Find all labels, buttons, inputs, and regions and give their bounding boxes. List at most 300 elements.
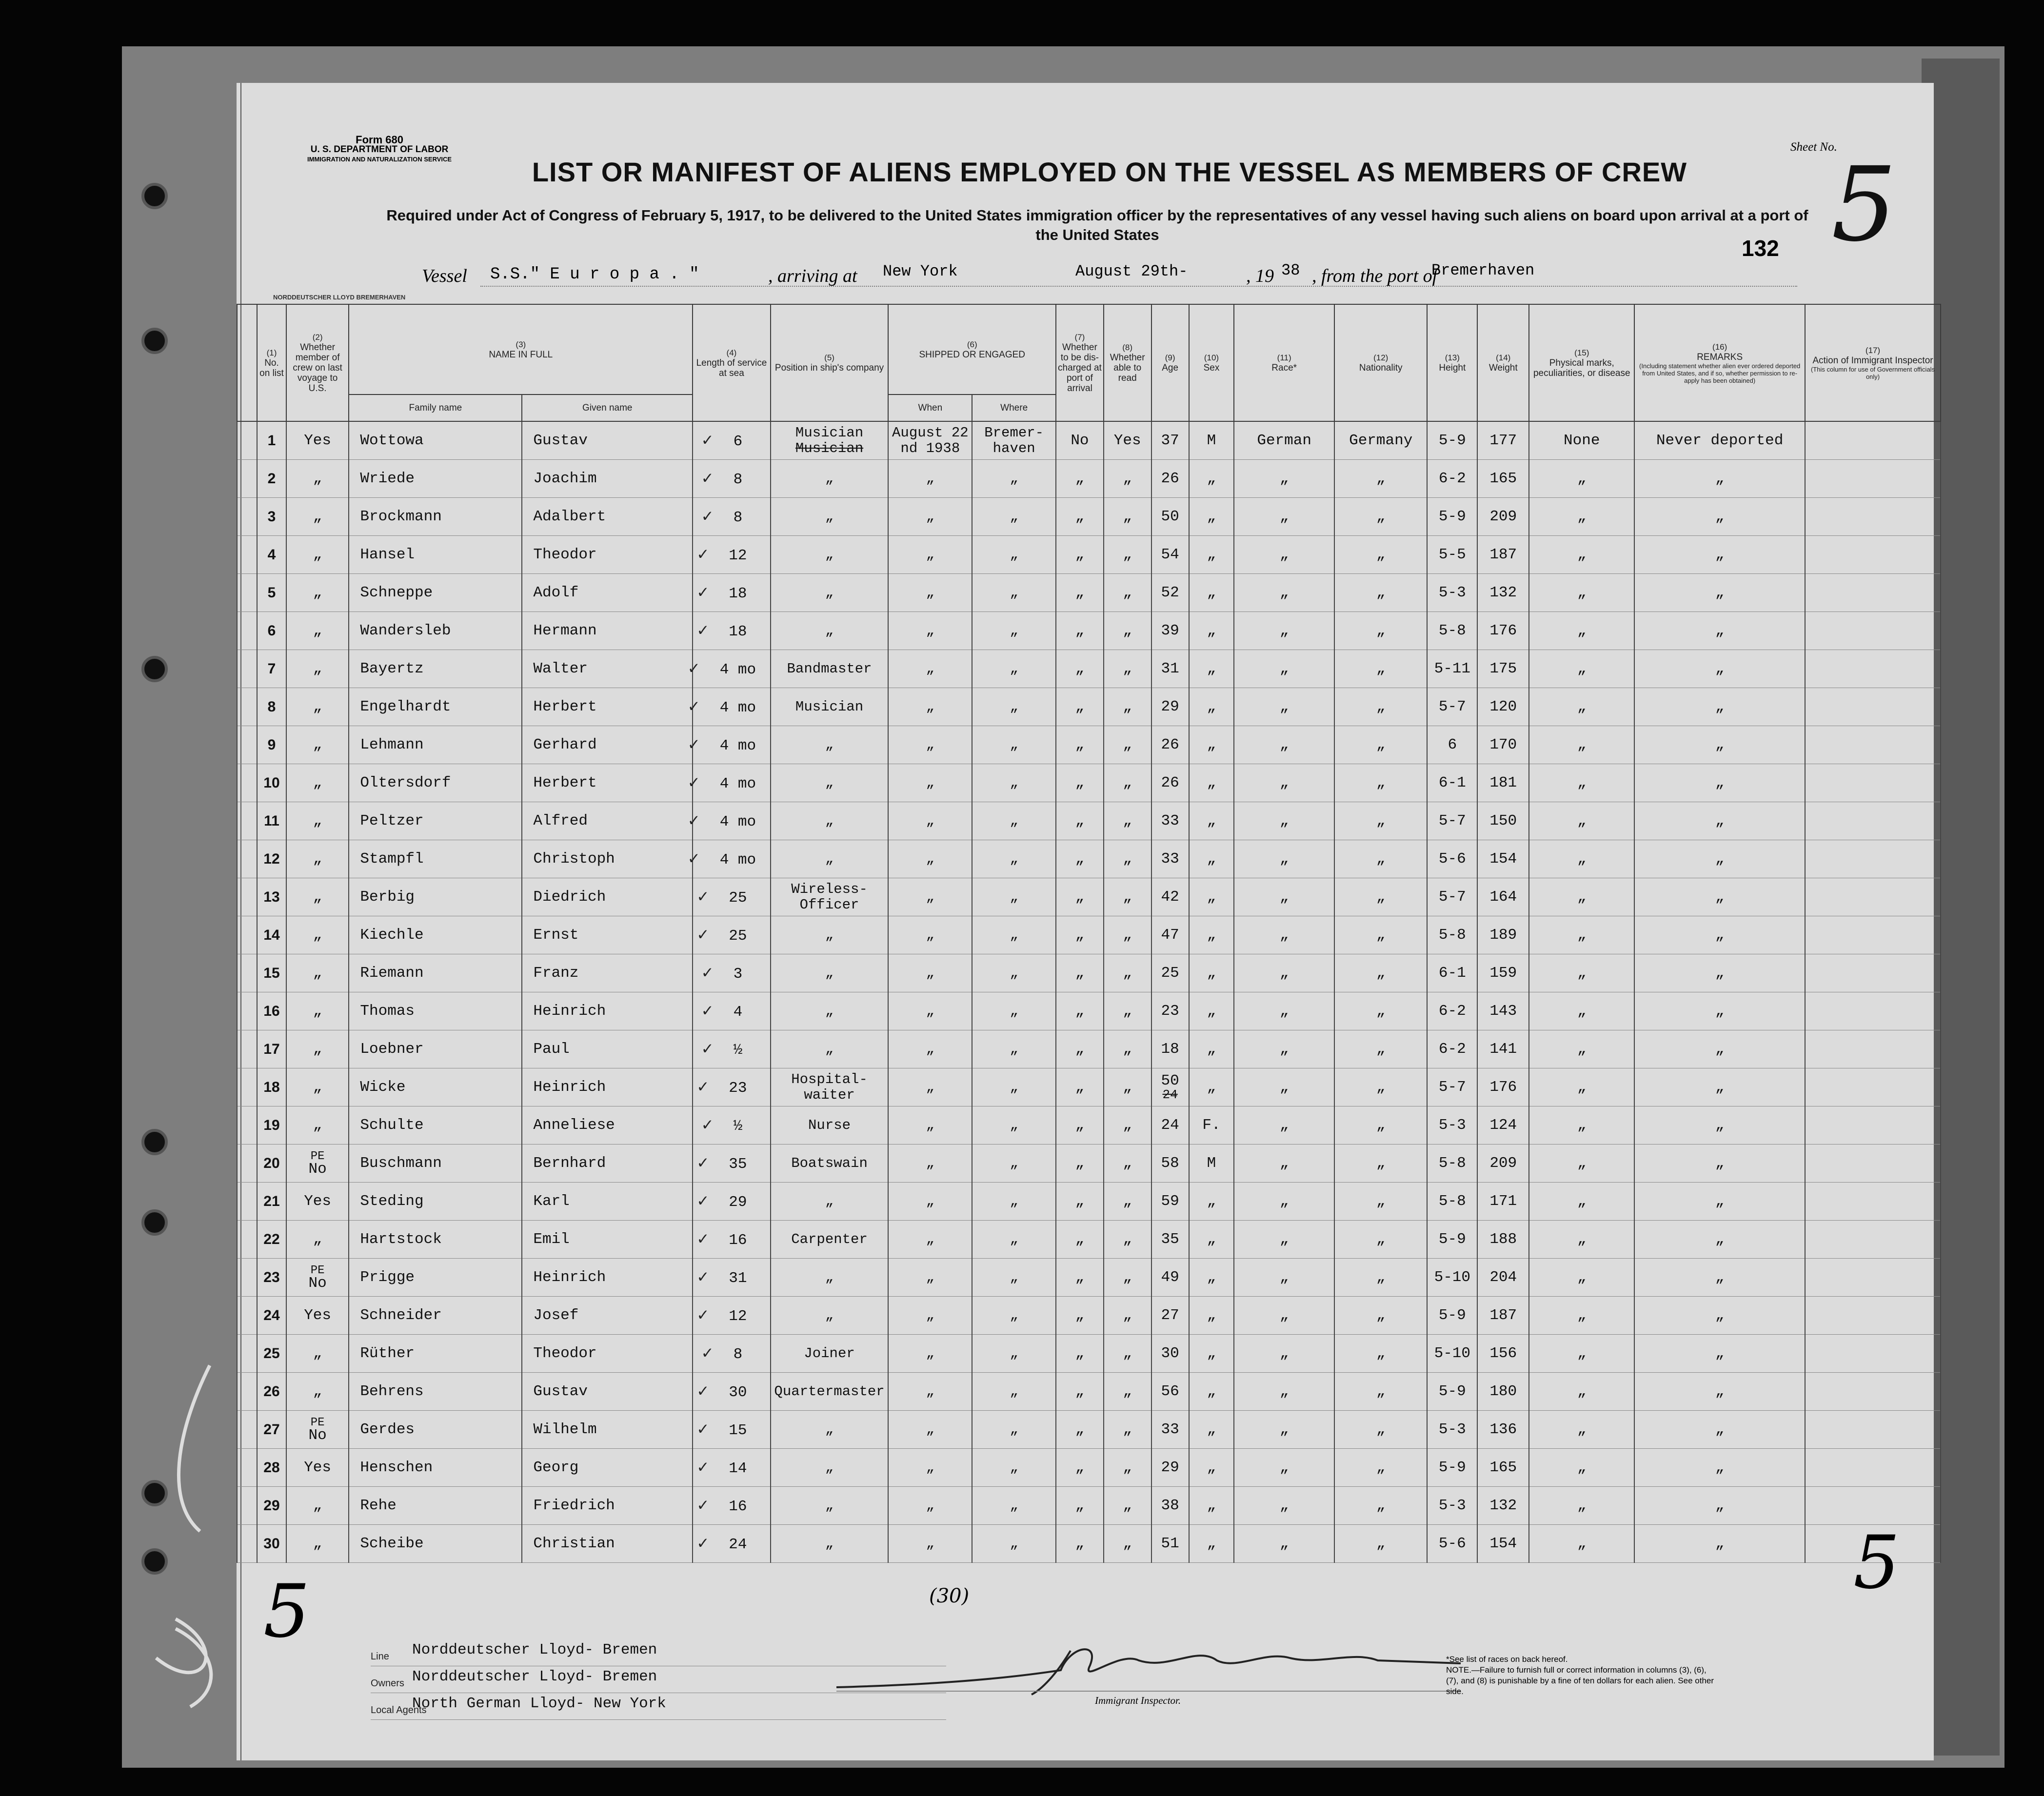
cell-where: „ <box>972 954 1056 992</box>
cell-when: „ <box>888 726 972 764</box>
cell-action <box>1805 992 1941 1030</box>
cell-when: „ <box>888 1106 972 1145</box>
cell-family: Buschmann <box>349 1145 522 1183</box>
cell-weight: 165 <box>1477 1449 1529 1487</box>
col-nationality-header: (12) Nationality <box>1334 304 1427 421</box>
cell-no: 25 <box>257 1335 286 1373</box>
arrival-year: 38 <box>1281 261 1300 279</box>
cell-race: „ <box>1234 992 1334 1030</box>
cell-family: Steding <box>349 1183 522 1221</box>
sheet-mark-left: 5 <box>263 1569 310 1654</box>
cell-action <box>1805 1030 1941 1068</box>
cell-action <box>1805 1449 1941 1487</box>
cell-sex: „ <box>1189 1068 1234 1106</box>
table-row <box>237 916 1941 954</box>
vessel-name: S.S." E u r o p a . " <box>490 265 699 284</box>
cell-discharged: „ <box>1056 536 1104 574</box>
cell-position: Hospital- waiter <box>771 1068 889 1106</box>
cell-remarks: „ <box>1634 954 1805 992</box>
voyage-line <box>237 261 1797 291</box>
cell-margin <box>237 1221 257 1259</box>
cell-margin <box>237 802 257 840</box>
cell-read: „ <box>1104 1297 1151 1335</box>
cell-where: „ <box>972 1449 1056 1487</box>
cell-discharged: „ <box>1056 1449 1104 1487</box>
cell-family: Schulte <box>349 1106 522 1145</box>
cell-where: „ <box>972 1373 1056 1411</box>
page-title: LIST OR MANIFEST OF ALIENS EMPLOYED ON THE VESSEL AS MEMBERS OF CREW <box>532 157 1687 187</box>
cell-read: „ <box>1104 802 1151 840</box>
cell-read: „ <box>1104 726 1151 764</box>
cell-race: „ <box>1234 802 1334 840</box>
cell-physical: „ <box>1529 1373 1634 1411</box>
cell-physical: „ <box>1529 460 1634 498</box>
cell-remarks: Never deported <box>1634 421 1805 460</box>
cell-weight: 136 <box>1477 1411 1529 1449</box>
cell-where: „ <box>972 1183 1056 1221</box>
cell-margin <box>237 1487 257 1525</box>
cell-sex: M <box>1189 1145 1234 1183</box>
cell-position: „ <box>771 954 889 992</box>
cell-where: „ <box>972 1525 1056 1563</box>
cell-nationality: „ <box>1334 1221 1427 1259</box>
cell-age: 18 <box>1151 1030 1189 1068</box>
col-name-header: (3) NAME IN FULL <box>349 304 693 395</box>
cell-position: Musician Musician <box>771 421 889 460</box>
cell-position: „ <box>771 612 889 650</box>
cell-service: ✓ 30 <box>693 1373 770 1411</box>
cell-margin <box>237 1373 257 1411</box>
cell-read: „ <box>1104 954 1151 992</box>
cell-weight: 177 <box>1477 421 1529 460</box>
cell-sex: „ <box>1189 1183 1234 1221</box>
table-row <box>237 1373 1941 1411</box>
cell-margin <box>237 954 257 992</box>
cell-action <box>1805 764 1941 802</box>
cell-member: „ <box>286 460 349 498</box>
cell-age: 38 <box>1151 1487 1189 1525</box>
check-mark-icon: ✓ <box>687 735 700 753</box>
cell-member: „ <box>286 802 349 840</box>
cell-read: „ <box>1104 536 1151 574</box>
cell-where: „ <box>972 536 1056 574</box>
cell-discharged: „ <box>1056 764 1104 802</box>
cell-position: „ <box>771 1487 889 1525</box>
cell-member: „ <box>286 1335 349 1373</box>
cell-action <box>1805 421 1941 460</box>
table-row <box>237 1297 1941 1335</box>
col-age-header: (9) Age <box>1151 304 1189 421</box>
cell-nationality: „ <box>1334 764 1427 802</box>
cell-weight: 176 <box>1477 612 1529 650</box>
cell-race: „ <box>1234 1411 1334 1449</box>
col-position-header: (5) Position in ship's company <box>771 304 889 421</box>
check-mark-icon: ✓ <box>696 583 710 601</box>
table-row <box>237 1335 1941 1373</box>
table-row <box>237 1259 1941 1297</box>
cell-member: „ <box>286 498 349 536</box>
departure-port: Bremerhaven <box>1431 261 1535 279</box>
cell-weight: 120 <box>1477 688 1529 726</box>
cell-age: 23 <box>1151 992 1189 1030</box>
cell-height: 5-8 <box>1427 1145 1477 1183</box>
cell-discharged: „ <box>1056 688 1104 726</box>
check-mark-icon: ✓ <box>696 1420 710 1438</box>
cell-sex: F. <box>1189 1106 1234 1145</box>
cell-margin <box>237 840 257 878</box>
cell-position: „ <box>771 1030 889 1068</box>
cell-weight: 175 <box>1477 650 1529 688</box>
cell-age: 35 <box>1151 1221 1189 1259</box>
cell-no: 18 <box>257 1068 286 1106</box>
cell-sex: „ <box>1189 1030 1234 1068</box>
agents-label: Local Agents <box>371 1705 427 1716</box>
check-mark-icon: ✓ <box>701 1116 714 1134</box>
cell-position: „ <box>771 726 889 764</box>
cell-given: Heinrich <box>522 1068 693 1106</box>
cell-position: „ <box>771 1259 889 1297</box>
cell-race: „ <box>1234 1525 1334 1563</box>
cell-nationality: „ <box>1334 1106 1427 1145</box>
cell-physical: „ <box>1529 650 1634 688</box>
cell-given: Franz <box>522 954 693 992</box>
col-member-header: (2) Whether member of crew on last voyage to U.S. <box>286 304 349 421</box>
cell-action <box>1805 916 1941 954</box>
cell-family: Gerdes <box>349 1411 522 1449</box>
cell-member: „ <box>286 878 349 916</box>
crew-manifest-table <box>237 304 1941 1563</box>
footer-notes <box>1446 1654 1719 1697</box>
cell-position: Carpenter <box>771 1221 889 1259</box>
cell-discharged: „ <box>1056 498 1104 536</box>
sheet-label: Sheet No. <box>1790 140 1837 154</box>
cell-weight: 164 <box>1477 878 1529 916</box>
cell-margin <box>237 1068 257 1106</box>
page-number: 132 <box>1742 236 1779 261</box>
col-when-header: When <box>888 395 972 421</box>
cell-service: ✓ 18 <box>693 574 770 612</box>
cell-sex: „ <box>1189 612 1234 650</box>
cell-where: „ <box>972 878 1056 916</box>
total-count-annotation: (30) <box>929 1585 970 1607</box>
cell-sex: „ <box>1189 726 1234 764</box>
cell-race: „ <box>1234 1259 1334 1297</box>
cell-family: Wottowa <box>349 421 522 460</box>
cell-discharged: „ <box>1056 650 1104 688</box>
cell-when: „ <box>888 916 972 954</box>
cell-age: 30 <box>1151 1335 1189 1373</box>
col-service-header: (4) Length of service at sea <box>693 304 770 421</box>
cell-physical: „ <box>1529 992 1634 1030</box>
cell-remarks: „ <box>1634 574 1805 612</box>
cell-discharged: „ <box>1056 1145 1104 1183</box>
cell-sex: M <box>1189 421 1234 460</box>
cell-age: 27 <box>1151 1297 1189 1335</box>
cell-nationality: „ <box>1334 1030 1427 1068</box>
cell-no: 17 <box>257 1030 286 1068</box>
cell-no: 24 <box>257 1297 286 1335</box>
cell-remarks: „ <box>1634 878 1805 916</box>
cell-position: Boatswain <box>771 1145 889 1183</box>
cell-read: „ <box>1104 840 1151 878</box>
member-note: PE <box>310 1149 325 1163</box>
cell-when: „ <box>888 1487 972 1525</box>
cell-family: Lehmann <box>349 726 522 764</box>
cell-position: Bandmaster <box>771 650 889 688</box>
cell-position: „ <box>771 1525 889 1563</box>
col-shipped-header: (6) SHIPPED OR ENGAGED <box>888 304 1056 395</box>
cell-discharged: „ <box>1056 1068 1104 1106</box>
cell-height: 5-10 <box>1427 1259 1477 1297</box>
cell-family: Riemann <box>349 954 522 992</box>
cell-remarks: „ <box>1634 1221 1805 1259</box>
cell-action <box>1805 1259 1941 1297</box>
cell-no: 13 <box>257 878 286 916</box>
cell-physical: „ <box>1529 764 1634 802</box>
table-row <box>237 954 1941 992</box>
cell-margin <box>237 536 257 574</box>
cell-discharged: „ <box>1056 1373 1104 1411</box>
cell-race: German <box>1234 421 1334 460</box>
cell-age: 24 <box>1151 1106 1189 1145</box>
check-mark-icon: ✓ <box>687 773 700 791</box>
cell-weight: 150 <box>1477 802 1529 840</box>
inspector-label: Immigrant Inspector. <box>1095 1695 1181 1706</box>
col-discharged-header: (7) Whether to be dis-charged at port of arrival <box>1056 304 1104 421</box>
cell-position: Wireless- Officer <box>771 878 889 916</box>
check-mark-icon: ✓ <box>701 1002 714 1020</box>
cell-discharged: „ <box>1056 1525 1104 1563</box>
cell-physical: „ <box>1529 840 1634 878</box>
cell-sex: „ <box>1189 878 1234 916</box>
cell-weight: 141 <box>1477 1030 1529 1068</box>
cell-margin <box>237 992 257 1030</box>
col-weight-header: (14) Weight <box>1477 304 1529 421</box>
cell-height: 5-7 <box>1427 802 1477 840</box>
cell-nationality: „ <box>1334 1525 1427 1563</box>
col-margin-header <box>237 304 257 421</box>
cell-weight: 165 <box>1477 460 1529 498</box>
cell-nationality: „ <box>1334 536 1427 574</box>
cell-read: Yes <box>1104 421 1151 460</box>
cell-position: „ <box>771 1297 889 1335</box>
cell-service: ✓ 4 mo <box>693 650 770 688</box>
line-label: Line <box>371 1651 389 1662</box>
cell-when: „ <box>888 498 972 536</box>
cell-height: 5-9 <box>1427 1449 1477 1487</box>
cell-given: Gerhard <box>522 726 693 764</box>
cell-where: „ <box>972 1068 1056 1106</box>
cell-race: „ <box>1234 1449 1334 1487</box>
cell-member: „ <box>286 840 349 878</box>
check-mark-icon: ✓ <box>696 1306 710 1324</box>
cell-position: „ <box>771 536 889 574</box>
cell-when: „ <box>888 1068 972 1106</box>
cell-service: ✓ 31 <box>693 1259 770 1297</box>
cell-margin <box>237 498 257 536</box>
cell-read: „ <box>1104 1030 1151 1068</box>
cell-margin <box>237 878 257 916</box>
cell-height: 5-9 <box>1427 1221 1477 1259</box>
line-value: Norddeutscher Lloyd- Bremen <box>412 1641 657 1658</box>
cell-no: 2 <box>257 460 286 498</box>
cell-no: 27 <box>257 1411 286 1449</box>
cell-family: Wriede <box>349 460 522 498</box>
cell-height: 6-1 <box>1427 954 1477 992</box>
cell-read: „ <box>1104 574 1151 612</box>
cell-when: „ <box>888 1525 972 1563</box>
check-mark-icon: ✓ <box>696 1268 710 1286</box>
cell-weight: 159 <box>1477 954 1529 992</box>
cell-margin <box>237 650 257 688</box>
cell-age: 26 <box>1151 726 1189 764</box>
cell-action <box>1805 1335 1941 1373</box>
cell-discharged: „ <box>1056 1030 1104 1068</box>
cell-given: Gustav <box>522 1373 693 1411</box>
cell-remarks: „ <box>1634 1335 1805 1373</box>
cell-read: „ <box>1104 1183 1151 1221</box>
vessel-label: Vessel <box>422 266 467 286</box>
cell-service: ✓ 18 <box>693 612 770 650</box>
cell-member: „ <box>286 1373 349 1411</box>
cell-remarks: „ <box>1634 726 1805 764</box>
cell-given: Adalbert <box>522 498 693 536</box>
cell-given: Adolf <box>522 574 693 612</box>
cell-margin <box>237 1106 257 1145</box>
table-row <box>237 612 1941 650</box>
cell-given: Gustav <box>522 421 693 460</box>
table-row <box>237 1525 1941 1563</box>
cell-where: „ <box>972 726 1056 764</box>
cell-physical: „ <box>1529 1411 1634 1449</box>
manifest-page <box>237 83 1934 1760</box>
check-mark-icon: ✓ <box>701 431 714 449</box>
cell-nationality: „ <box>1334 1449 1427 1487</box>
cell-race: „ <box>1234 840 1334 878</box>
cell-read: „ <box>1104 1145 1151 1183</box>
cell-read: „ <box>1104 498 1151 536</box>
cell-service: ✓ 24 <box>693 1525 770 1563</box>
cell-where: „ <box>972 764 1056 802</box>
table-row <box>237 688 1941 726</box>
cell-margin <box>237 1297 257 1335</box>
cell-sex: „ <box>1189 688 1234 726</box>
table-row <box>237 574 1941 612</box>
cell-service: ✓ 4 mo <box>693 840 770 878</box>
cell-discharged: „ <box>1056 992 1104 1030</box>
cell-weight: 171 <box>1477 1183 1529 1221</box>
cell-sex: „ <box>1189 954 1234 992</box>
cell-no: 20 <box>257 1145 286 1183</box>
cell-physical: „ <box>1529 802 1634 840</box>
cell-member: „ <box>286 574 349 612</box>
cell-weight: 154 <box>1477 840 1529 878</box>
cell-race: „ <box>1234 1335 1334 1373</box>
binder-hole-icon <box>141 1209 168 1236</box>
cell-given: Herbert <box>522 688 693 726</box>
cell-physical: „ <box>1529 1487 1634 1525</box>
cell-nationality: „ <box>1334 802 1427 840</box>
cell-given: Christoph <box>522 840 693 878</box>
cell-position: Musician <box>771 688 889 726</box>
cell-sex: „ <box>1189 916 1234 954</box>
cell-height: 5-6 <box>1427 840 1477 878</box>
cell-margin <box>237 1525 257 1563</box>
cell-read: „ <box>1104 878 1151 916</box>
cell-no: 21 <box>257 1183 286 1221</box>
cell-sex: „ <box>1189 1335 1234 1373</box>
cell-margin <box>237 688 257 726</box>
cell-service: ✓ 8 <box>693 460 770 498</box>
cell-age: 42 <box>1151 878 1189 916</box>
cell-physical: „ <box>1529 1449 1634 1487</box>
cell-service: ✓ 12 <box>693 536 770 574</box>
cell-member: Yes <box>286 1183 349 1221</box>
cell-weight: 124 <box>1477 1106 1529 1145</box>
arrival-port: New York <box>883 262 958 280</box>
cell-remarks: „ <box>1634 916 1805 954</box>
cell-no: 1 <box>257 421 286 460</box>
cell-sex: „ <box>1189 574 1234 612</box>
cell-where: „ <box>972 1145 1056 1183</box>
cell-action <box>1805 1373 1941 1411</box>
table-row <box>237 1145 1941 1183</box>
cell-member: PE No <box>286 1259 349 1297</box>
cell-read: „ <box>1104 612 1151 650</box>
cell-age: 50 24 <box>1151 1068 1189 1106</box>
cell-read: „ <box>1104 1525 1151 1563</box>
cell-service: ✓ ½ <box>693 1106 770 1145</box>
cell-height: 6-2 <box>1427 1030 1477 1068</box>
sheet-number: 5 <box>1831 145 1897 264</box>
cell-weight: 156 <box>1477 1335 1529 1373</box>
cell-when: „ <box>888 1183 972 1221</box>
cell-weight: 143 <box>1477 992 1529 1030</box>
cell-member: „ <box>286 688 349 726</box>
cell-remarks: „ <box>1634 1373 1805 1411</box>
cell-when: „ <box>888 536 972 574</box>
table-row <box>237 726 1941 764</box>
struck-age: 24 <box>1162 1087 1178 1102</box>
cell-race: „ <box>1234 460 1334 498</box>
cell-age: 31 <box>1151 650 1189 688</box>
cell-sex: „ <box>1189 1411 1234 1449</box>
cell-read: „ <box>1104 1487 1151 1525</box>
year-prefix: , 19 <box>1246 266 1274 286</box>
cell-remarks: „ <box>1634 1525 1805 1563</box>
cell-no: 3 <box>257 498 286 536</box>
cell-age: 29 <box>1151 1449 1189 1487</box>
cell-family: Brockmann <box>349 498 522 536</box>
cell-when: „ <box>888 1145 972 1183</box>
cell-height: 5-9 <box>1427 421 1477 460</box>
cell-service: ✓ 15 <box>693 1411 770 1449</box>
cell-family: Rehe <box>349 1487 522 1525</box>
cell-age: 49 <box>1151 1259 1189 1297</box>
cell-race: „ <box>1234 574 1334 612</box>
cell-race: „ <box>1234 1487 1334 1525</box>
cell-height: 5-8 <box>1427 1183 1477 1221</box>
cell-position: „ <box>771 1411 889 1449</box>
cell-weight: 209 <box>1477 1145 1529 1183</box>
cell-no: 10 <box>257 764 286 802</box>
check-mark-icon: ✓ <box>696 1078 710 1096</box>
cell-given: Georg <box>522 1449 693 1487</box>
cell-where: „ <box>972 460 1056 498</box>
cell-given: Theodor <box>522 536 693 574</box>
cell-sex: „ <box>1189 1297 1234 1335</box>
cell-position: „ <box>771 764 889 802</box>
